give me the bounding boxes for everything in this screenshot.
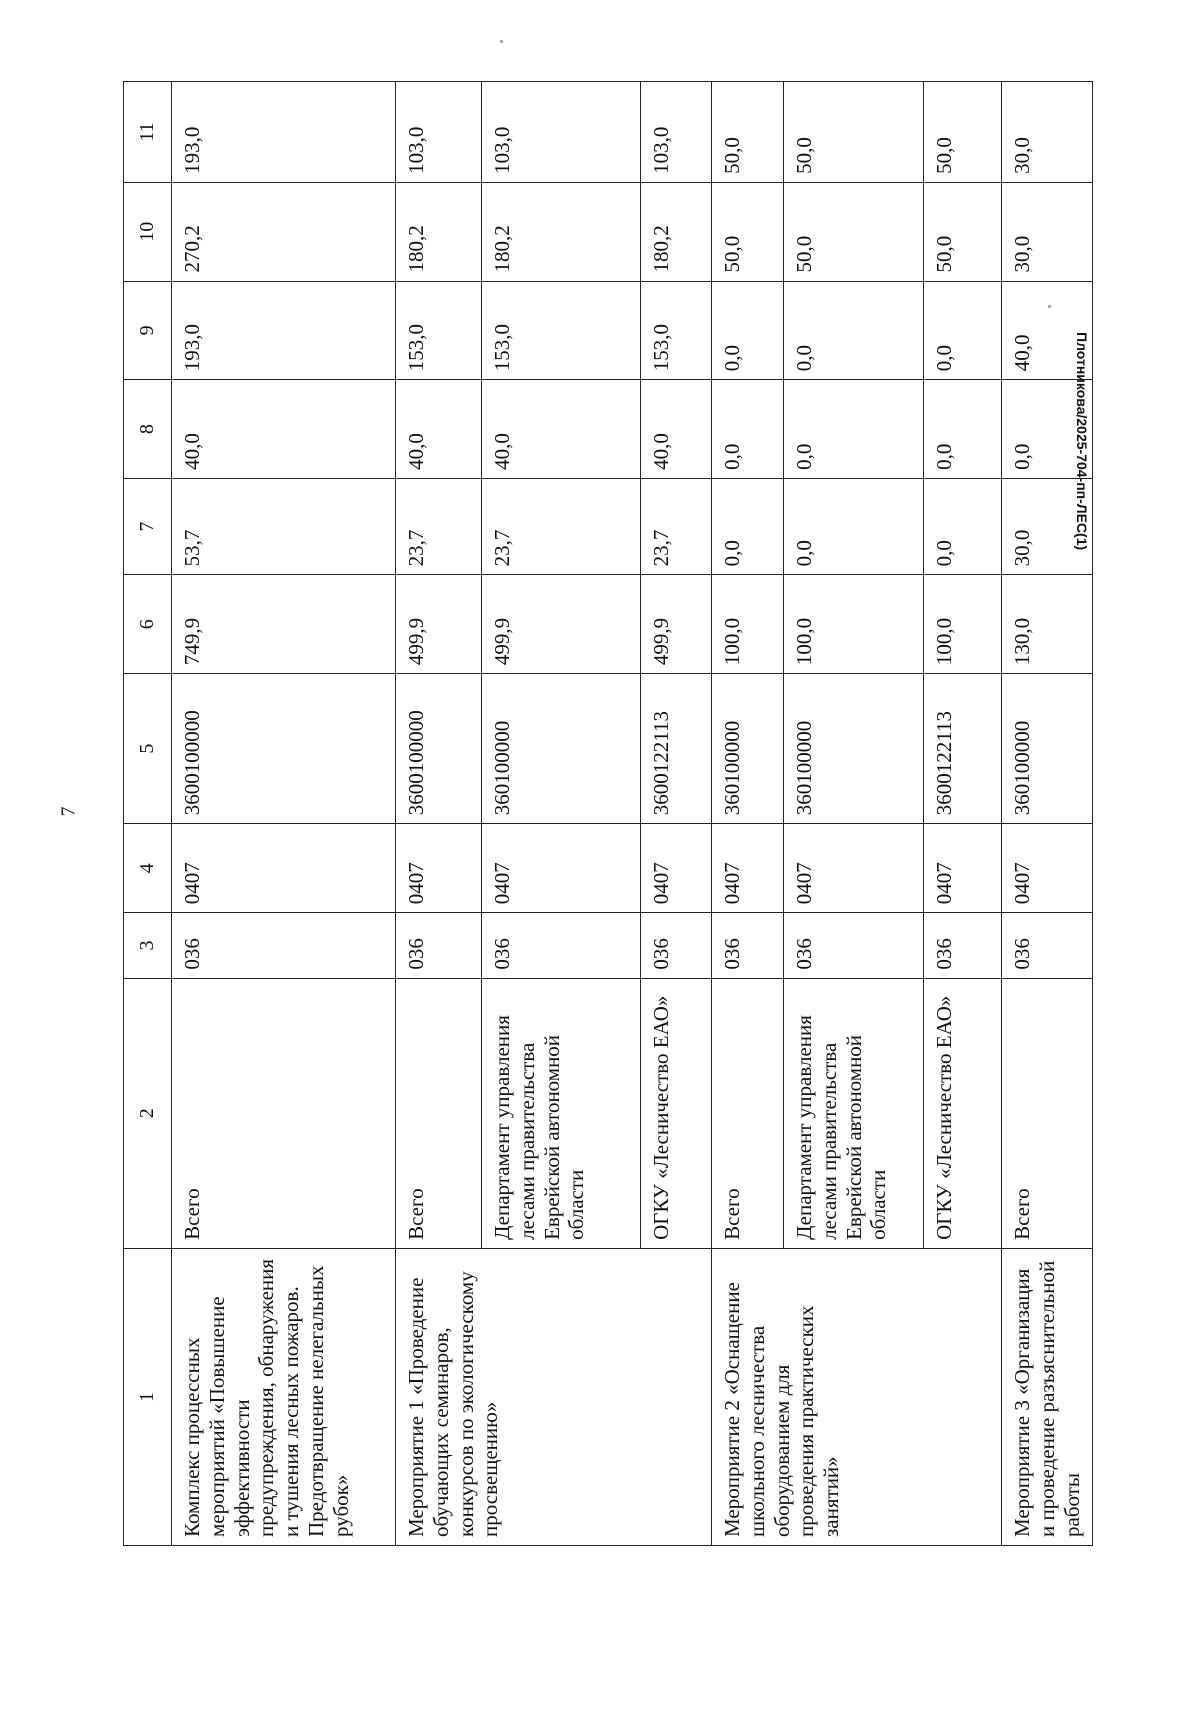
value-cell: 30,0 xyxy=(1002,478,1093,575)
value-cell: 360100000 xyxy=(1002,674,1093,824)
column-header: 11 xyxy=(124,82,172,183)
column-header: 10 xyxy=(124,182,172,281)
value-cell: 153,0 xyxy=(396,281,482,380)
table-row xyxy=(172,82,396,1546)
executor-cell: Департамент управления лесами правительства Еврейской автономной области xyxy=(784,978,924,1248)
value-cell: 153,0 xyxy=(482,281,641,380)
value-cell: 0407 xyxy=(712,824,784,913)
measure-name-cell: Комплекс процессных мероприятий «Повышение эффективности предупреждения, обнаружения и тушения лесных пожаров. Предотвращение нелегальных рубок» xyxy=(172,1248,396,1545)
value-cell: 0,0 xyxy=(924,478,1002,575)
column-header: 1 xyxy=(124,1248,172,1545)
value-cell: 036 xyxy=(172,913,396,978)
column-header: 4 xyxy=(124,824,172,913)
executor-cell: ОГКУ «Лесничество ЕАО» xyxy=(641,978,712,1248)
value-cell: 50,0 xyxy=(712,82,784,183)
executor-cell: Всего xyxy=(1002,978,1093,1248)
value-cell: 0407 xyxy=(396,824,482,913)
budget-table xyxy=(123,81,1093,1546)
value-cell: 0,0 xyxy=(924,281,1002,380)
value-cell: 0407 xyxy=(784,824,924,913)
value-cell: 180,2 xyxy=(396,182,482,281)
value-cell: 036 xyxy=(1002,913,1093,978)
value-cell: 30,0 xyxy=(1002,182,1093,281)
value-cell: 23,7 xyxy=(641,478,712,575)
value-cell: 0,0 xyxy=(1002,380,1093,479)
table-row xyxy=(1002,82,1093,1546)
value-cell: 0,0 xyxy=(712,380,784,479)
table-body xyxy=(172,82,1093,1546)
value-cell: 3600122113 xyxy=(924,674,1002,824)
value-cell: 0,0 xyxy=(784,380,924,479)
value-cell: 3600100000 xyxy=(396,674,482,824)
value-cell: 499,9 xyxy=(641,575,712,674)
column-header: 5 xyxy=(124,674,172,824)
value-cell: 0407 xyxy=(482,824,641,913)
column-header: 8 xyxy=(124,380,172,479)
value-cell: 0,0 xyxy=(784,281,924,380)
value-cell: 036 xyxy=(784,913,924,978)
measure-name-cell: Мероприятие 1 «Проведение обучающих семинаров, конкурсов по экологическому просвещению» xyxy=(396,1248,712,1545)
executor-cell: Всего xyxy=(172,978,396,1248)
value-cell: 0,0 xyxy=(712,281,784,380)
measure-name-cell: Мероприятие 2 «Оснащение школьного лесничества оборудованием для проведения практических занятий» xyxy=(712,1248,1002,1545)
value-cell: 360100000 xyxy=(712,674,784,824)
value-cell: 50,0 xyxy=(784,82,924,183)
scan-speck xyxy=(500,40,503,43)
column-header: 2 xyxy=(124,978,172,1248)
value-cell: 40,0 xyxy=(641,380,712,479)
header-row xyxy=(124,82,172,1546)
executor-cell: Департамент управления лесами правительства Еврейской автономной области xyxy=(482,978,641,1248)
table-row xyxy=(712,82,784,1546)
value-cell: 153,0 xyxy=(641,281,712,380)
value-cell: 3600100000 xyxy=(172,674,396,824)
value-cell: 0407 xyxy=(924,824,1002,913)
executor-cell: Всего xyxy=(712,978,784,1248)
value-cell: 0407 xyxy=(1002,824,1093,913)
value-cell: 0,0 xyxy=(784,478,924,575)
executor-cell: Всего xyxy=(396,978,482,1248)
value-cell: 036 xyxy=(641,913,712,978)
value-cell: 23,7 xyxy=(482,478,641,575)
value-cell: 130,0 xyxy=(1002,575,1093,674)
executor-cell: ОГКУ «Лесничество ЕАО» xyxy=(924,978,1002,1248)
column-header: 7 xyxy=(124,478,172,575)
value-cell: 0407 xyxy=(641,824,712,913)
value-cell: 193,0 xyxy=(172,82,396,183)
value-cell: 50,0 xyxy=(924,182,1002,281)
value-cell: 50,0 xyxy=(712,182,784,281)
value-cell: 50,0 xyxy=(924,82,1002,183)
value-cell: 360100000 xyxy=(482,674,641,824)
table-row xyxy=(396,82,482,1546)
value-cell: 360100000 xyxy=(784,674,924,824)
document-code: Плотникова/2025-704-пп-ЛЕС(1) xyxy=(1074,332,1090,551)
value-cell: 103,0 xyxy=(396,82,482,183)
value-cell: 0,0 xyxy=(712,478,784,575)
value-cell: 100,0 xyxy=(712,575,784,674)
value-cell: 270,2 xyxy=(172,182,396,281)
measure-name-cell: Мероприятие 3 «Организация и проведение разъяснительной работы xyxy=(1002,1248,1093,1545)
value-cell: 180,2 xyxy=(482,182,641,281)
value-cell: 499,9 xyxy=(482,575,641,674)
value-cell: 30,0 xyxy=(1002,82,1093,183)
value-cell: 180,2 xyxy=(641,182,712,281)
value-cell: 103,0 xyxy=(482,82,641,183)
value-cell: 23,7 xyxy=(396,478,482,575)
value-cell: 40,0 xyxy=(172,380,396,479)
value-cell: 036 xyxy=(712,913,784,978)
column-header: 3 xyxy=(124,913,172,978)
value-cell: 40,0 xyxy=(1002,281,1093,380)
value-cell: 40,0 xyxy=(482,380,641,479)
value-cell: 103,0 xyxy=(641,82,712,183)
value-cell: 036 xyxy=(482,913,641,978)
value-cell: 100,0 xyxy=(784,575,924,674)
value-cell: 499,9 xyxy=(396,575,482,674)
page-number: 7 xyxy=(57,806,80,817)
column-header: 6 xyxy=(124,575,172,674)
value-cell: 3600122113 xyxy=(641,674,712,824)
value-cell: 100,0 xyxy=(924,575,1002,674)
value-cell: 0407 xyxy=(172,824,396,913)
value-cell: 193,0 xyxy=(172,281,396,380)
column-header: 9 xyxy=(124,281,172,380)
value-cell: 036 xyxy=(396,913,482,978)
value-cell: 749,9 xyxy=(172,575,396,674)
value-cell: 53,7 xyxy=(172,478,396,575)
value-cell: 50,0 xyxy=(784,182,924,281)
value-cell: 40,0 xyxy=(396,380,482,479)
value-cell: 0,0 xyxy=(924,380,1002,479)
value-cell: 036 xyxy=(924,913,1002,978)
